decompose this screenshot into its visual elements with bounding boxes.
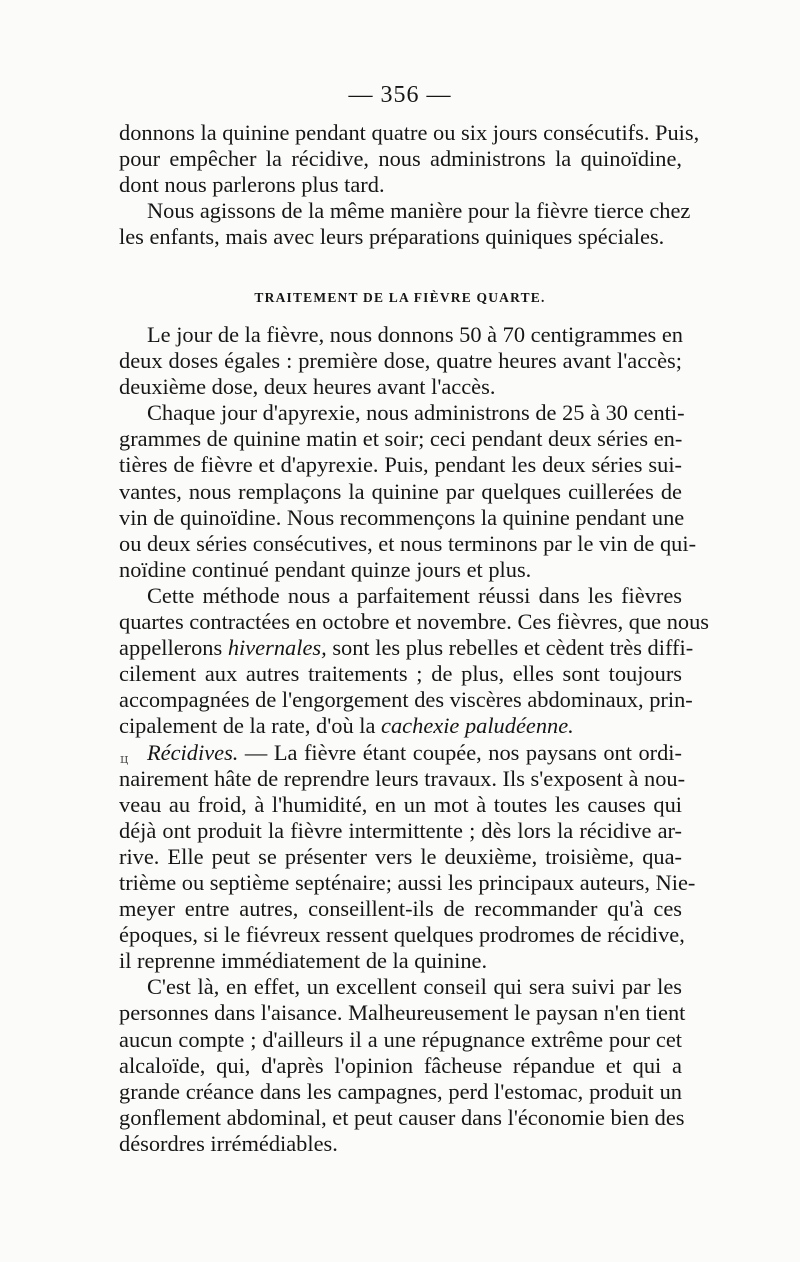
text-line: deuxième dose, deux heures avant l'accès. — [119, 374, 496, 400]
text-line: dont nous parlerons plus tard. — [119, 172, 385, 198]
text-line: accompagnées de l'engorgement des viscères abdominaux, prin- — [119, 687, 693, 713]
text-line: noïdine continué pendant quinze jours et plus. — [119, 556, 532, 582]
italic-heading-recidives: Récidives. — [147, 739, 239, 765]
text-line: grande créance dans les campagnes, perd l'estomac, produit un — [119, 1078, 682, 1104]
text-line: déjà ont produit la fièvre intermittente ; dès lors la récidive ar- — [119, 817, 682, 843]
text-line: il reprenne immédiatement de la quinine. — [119, 948, 488, 974]
text-line: veau au froid, à l'humidité, en un mot à toutes les causes qui — [119, 791, 682, 817]
text-line — [119, 635, 694, 661]
text-line: Le jour de la fièvre, nous donnons 50 à 70 centigrammes en — [147, 322, 683, 347]
text-line: trième ou septième septénaire; aussi les principaux auteurs, Nie- — [119, 869, 696, 895]
marginal-mark: ц — [120, 752, 129, 767]
text-fragment: appellerons — [119, 635, 223, 661]
text-line: grammes de quinine matin et soir; ceci pendant deux séries en- — [119, 426, 683, 452]
text-line: époques, si le fiévreux ressent quelques prodromes de récidive, — [119, 922, 685, 948]
page-number: — 356 — — [348, 82, 452, 108]
text-line — [119, 713, 682, 739]
text-fragment: — La fièvre étant coupée, nos paysans ont ordi- — [244, 739, 682, 765]
text-line: Nous agissons de la même manière pour la fièvre tierce chez — [147, 198, 691, 224]
text-line: désordres irrémédiables. — [119, 1130, 338, 1156]
text-line: quartes contractées en octobre et novembre. Ces fièvres, que nous — [119, 609, 710, 635]
text-line: meyer entre autres, conseillent-ils de recommander qu'à ces — [119, 896, 682, 922]
text-line: personnes dans l'aisance. Malheureusement le paysan n'en tient — [119, 1000, 686, 1026]
text-line: vantes, nous remplaçons la quinine par quelques cuillerées de — [119, 478, 682, 504]
text-line: nairement hâte de reprendre leurs travaux. Ils s'exposent à nou- — [119, 765, 686, 791]
text-line: deux doses égales : première dose, quatre heures avant l'accès; — [119, 348, 682, 374]
text-line — [119, 740, 682, 766]
text-line: rive. Elle peut se présenter vers le deuxième, troisième, qua- — [119, 843, 682, 869]
text-line: gonflement abdominal, et peut causer dans l'économie bien des — [119, 1104, 685, 1130]
text-line: donnons la quinine pendant quatre ou six jours consécutifs. Puis, — [119, 120, 700, 145]
text-fragment: cipalement de la rate, d'où la — [119, 713, 376, 739]
italic-term-hivernales: hivernales, — [227, 635, 327, 661]
text-line: Cette méthode nous a parfaitement réussi dans les fièvres — [147, 582, 682, 608]
text-line: pour empêcher la récidive, nous administrons la quinoïdine, — [119, 146, 682, 172]
text-line: aucun compte ; d'ailleurs il a une répugnance extrême pour cet — [119, 1026, 682, 1052]
text-line: tières de fièvre et d'apyrexie. Puis, pendant les deux séries sui- — [119, 452, 682, 478]
text-line: Chaque jour d'apyrexie, nous administrons de 25 à 30 centi- — [147, 400, 685, 426]
text-line: les enfants, mais avec leurs préparations quiniques spéciales. — [119, 224, 665, 250]
paragraph-block-main — [119, 322, 710, 1157]
italic-term-cachexie: cachexie paludéenne. — [381, 713, 574, 739]
section-heading: TRAITEMENT DE LA FIÈVRE QUARTE. — [254, 290, 546, 305]
text-line: vin de quinoïdine. Nous recommençons la quinine pendant une — [119, 504, 685, 530]
text-line: C'est là, en effet, un excellent conseil qui sera suivi par les — [147, 974, 682, 1000]
text-line: alcaloïde, qui, d'après l'opinion fâcheuse répandue et qui a — [119, 1052, 682, 1078]
text-fragment: sont les plus rebelles et cèdent très diffi- — [332, 635, 694, 661]
paragraph-block-top — [119, 120, 700, 250]
text-line: ou deux séries consécutives, et nous terminons par le vin de qui- — [119, 530, 697, 556]
text-line: cilement aux autres traitements ; de plus, elles sont toujours — [119, 661, 682, 687]
